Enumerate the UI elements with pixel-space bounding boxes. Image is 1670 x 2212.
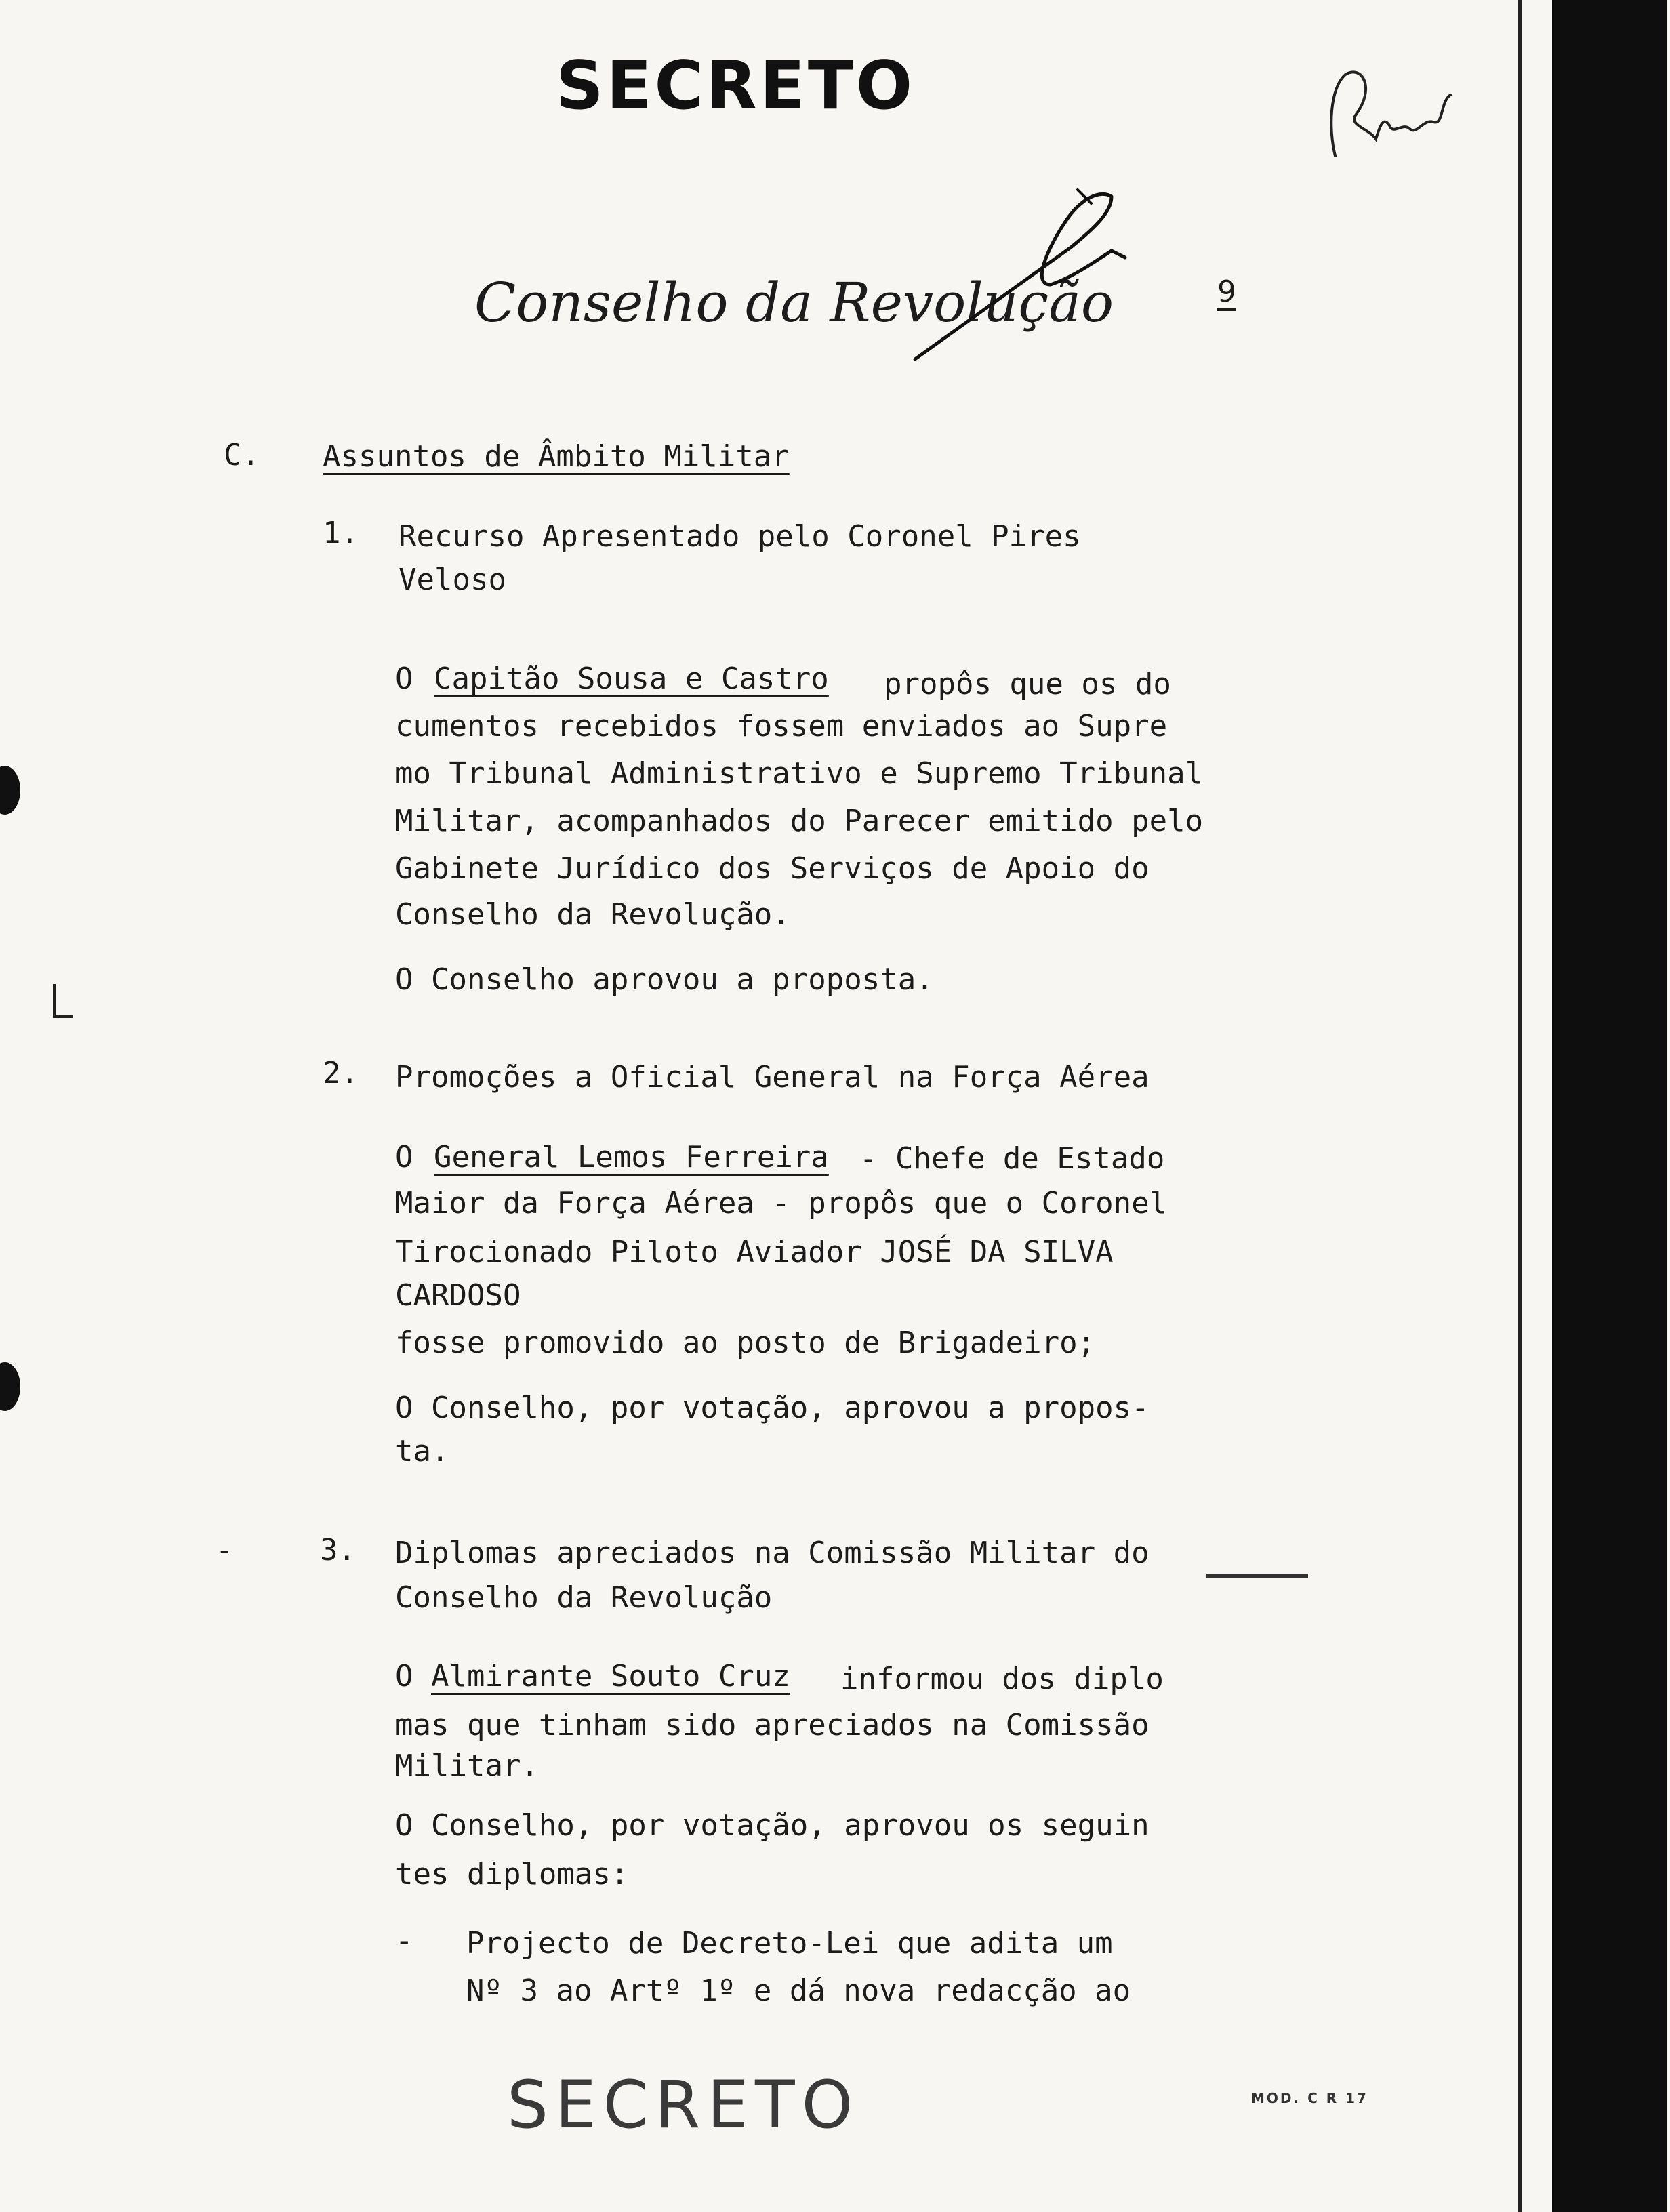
person-name: Capitão Sousa e Castro <box>434 661 829 696</box>
classification-stamp-top: SECRETO <box>556 47 916 125</box>
corner-crop-mark <box>53 984 73 1018</box>
paragraph-line: Gabinete Jurídico dos Serviços de Apoio do <box>395 851 1149 886</box>
item-title-line: Promoções a Oficial General na Força Aérea <box>395 1060 1149 1094</box>
paragraph-line: Militar. <box>395 1748 539 1783</box>
paragraph-line: CARDOSO <box>395 1278 521 1313</box>
decision-line: tes diplomas: <box>395 1857 629 1891</box>
list-item-line: Nº 3 ao Artº 1º e dá nova redacção ao <box>466 1973 1131 2008</box>
section-letter: C. <box>224 438 260 472</box>
paragraph-prefix: O <box>395 1140 413 1174</box>
margin-stroke <box>1206 1574 1308 1578</box>
item-title-line: Veloso <box>399 562 506 597</box>
punch-hole-lower <box>0 1362 20 1411</box>
form-reference: MOD. C R 17 <box>1251 2090 1368 2106</box>
list-item-line: Projecto de Decreto-Lei que adita um <box>466 1926 1113 1961</box>
binding-edge-line <box>1518 0 1522 2212</box>
item-number: 2. <box>323 1056 359 1090</box>
binding-edge-shadow <box>1552 0 1667 2212</box>
decision-line: O Conselho, por votação, aprovou a propos- <box>395 1391 1149 1425</box>
person-name: General Lemos Ferreira <box>434 1140 829 1174</box>
decision-line: ta. <box>395 1434 449 1469</box>
paragraph-line: informou dos diplo <box>840 1662 1164 1696</box>
paragraph-prefix: O <box>395 1659 413 1694</box>
paragraph-line: Militar, acompanhados do Parecer emitido pelo <box>395 804 1204 838</box>
signature-flourish <box>908 183 1132 366</box>
paragraph-line: cumentos recebidos fossem enviados ao Supre <box>395 709 1168 743</box>
classification-stamp-bottom: SECRETO <box>507 2067 860 2143</box>
item-number: 1. <box>323 516 359 550</box>
decision-line: O Conselho, por votação, aprovou os seguin <box>395 1808 1149 1843</box>
paragraph-line: Maior da Força Aérea - propôs que o Coronel <box>395 1186 1168 1221</box>
margin-dash: - <box>216 1533 234 1568</box>
page-number: 9 <box>1217 274 1236 309</box>
person-name: Almirante Souto Cruz <box>431 1659 790 1694</box>
punch-hole-upper <box>0 766 20 815</box>
handwritten-annotation <box>1322 61 1457 169</box>
section-title: Assuntos de Âmbito Militar <box>323 439 790 474</box>
paragraph-line: Conselho da Revolução. <box>395 897 790 932</box>
item-title-line: Conselho da Revolução <box>395 1580 773 1615</box>
paragraph-line: - Chefe de Estado <box>859 1141 1165 1176</box>
decision-line: O Conselho aprovou a proposta. <box>395 962 934 997</box>
list-bullet: - <box>395 1923 413 1958</box>
paragraph-line: mas que tinham sido apreciados na Comissão <box>395 1708 1149 1742</box>
paragraph-line: propôs que os do <box>884 667 1171 701</box>
paragraph-prefix: O <box>395 661 413 696</box>
paragraph-line: fosse promovido ao posto de Brigadeiro; <box>395 1326 1096 1360</box>
letterhead-council-name: Conselho da Revolução <box>474 271 1114 334</box>
item-title-line: Diplomas apreciados na Comissão Militar do <box>395 1536 1149 1570</box>
item-number: 3. <box>320 1533 356 1568</box>
paragraph-line: Tirocionado Piloto Aviador JOSÉ DA SILVA <box>395 1235 1114 1269</box>
item-title-line: Recurso Apresentado pelo Coronel Pires <box>399 519 1081 554</box>
paragraph-line: mo Tribunal Administrativo e Supremo Tribunal <box>395 756 1204 791</box>
